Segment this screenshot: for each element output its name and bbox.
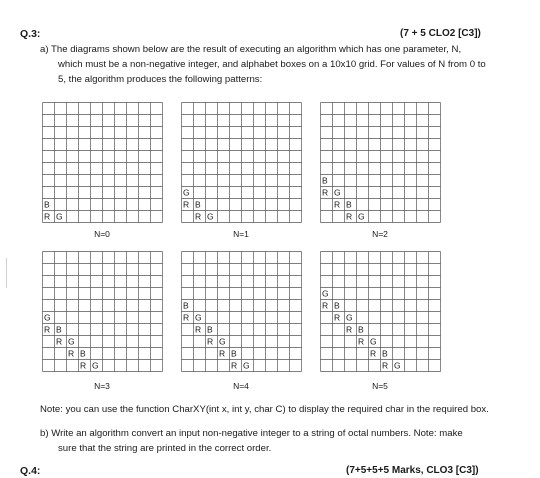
grid-svg [181,102,302,223]
grid-letter: R [68,348,75,359]
grid-svg [181,251,302,372]
grid-letter: B [44,199,50,210]
grid-svg [42,251,163,372]
grid-letter: G [92,360,99,371]
grid-letter: R [382,360,389,371]
grid-letter: R [56,336,63,347]
grid-letter: R [195,211,202,222]
grid-letter: R [334,312,341,323]
grid-letter: R [195,324,202,335]
grid-letter: R [370,348,377,359]
part-a-line-2: which must be a non-negative integer, and alphabet boxes on a 10x10 grid. For values of N from 0 to [58,59,486,70]
grid-letter: B [334,300,340,311]
grid-letter: G [183,187,190,198]
grid-svg [320,102,441,223]
caption-n4: N=4 [233,381,249,391]
grid-letter: B [382,348,388,359]
grid-letter: R [346,324,353,335]
grid-letter: G [358,211,365,222]
grid-letter: G [219,336,226,347]
grid-letter: R [322,187,329,198]
diagram-n4 [181,251,301,371]
grid-letter: B [80,348,86,359]
grid-letter: G [195,312,202,323]
grid-svg [320,251,441,372]
note-text: Note: you can use the function CharXY(int x, int y, char C) to display the required char in the required box. [40,404,489,415]
page-edge-marker [0,258,7,288]
diagram-n0 [42,102,162,222]
grid-letter: B [322,175,328,186]
grid-letter: B [358,324,364,335]
grid-letter: G [334,187,341,198]
grid-letter: B [56,324,62,335]
grid-letter: G [207,211,214,222]
part-a-line-1: a) The diagrams shown below are the result of executing an algorithm which has one parameter, N, [40,44,462,55]
grid-letter: R [80,360,87,371]
part-b-line-1: b) Write an algorithm convert an input non-negative integer to a string of octal numbers. Note: make [40,428,463,439]
q3-marks: (7 + 5 CLO2 [C3]) [400,28,481,39]
grid-letter: G [56,211,63,222]
caption-n2: N=2 [372,229,388,239]
grid-letter: G [68,336,75,347]
diagram-n3 [42,251,162,371]
grid-letter: R [346,211,353,222]
grid-letter: R [322,300,329,311]
caption-n3: N=3 [94,381,110,391]
caption-n1: N=1 [233,229,249,239]
grid-letter: B [207,324,213,335]
grid-letter: G [346,312,353,323]
q4-label: Q.4: [20,465,41,477]
grid-letter: R [219,348,226,359]
grid-letter: R [183,199,190,210]
part-b-line-2: sure that the string are printed in the correct order. [58,443,272,454]
grid-letter: G [243,360,250,371]
grid-letter: G [394,360,401,371]
grid-letter: R [334,199,341,210]
diagram-n1 [181,102,301,222]
grid-letter: B [183,300,189,311]
q4-marks: (7+5+5+5 Marks, CLO3 [C3]) [346,465,479,476]
grid-letter: B [195,199,201,210]
grid-letter: R [44,324,51,335]
caption-n0: N=0 [94,229,110,239]
grid-letter: G [370,336,377,347]
grid-letter: R [207,336,214,347]
q3-label: Q.3: [20,28,41,40]
grid-letter: B [231,348,237,359]
grid-letter: R [44,211,51,222]
diagram-n2 [320,102,440,222]
caption-n5: N=5 [372,381,388,391]
grid-letter: B [346,199,352,210]
grid-letter: R [183,312,190,323]
diagram-n5 [320,251,440,371]
grid-letter: G [322,288,329,299]
grid-letter: R [358,336,365,347]
grid-letter: R [231,360,238,371]
part-a-line-3: 5, the algorithm produces the following patterns: [58,74,263,85]
grid-svg [42,102,163,223]
grid-letter: G [44,312,51,323]
